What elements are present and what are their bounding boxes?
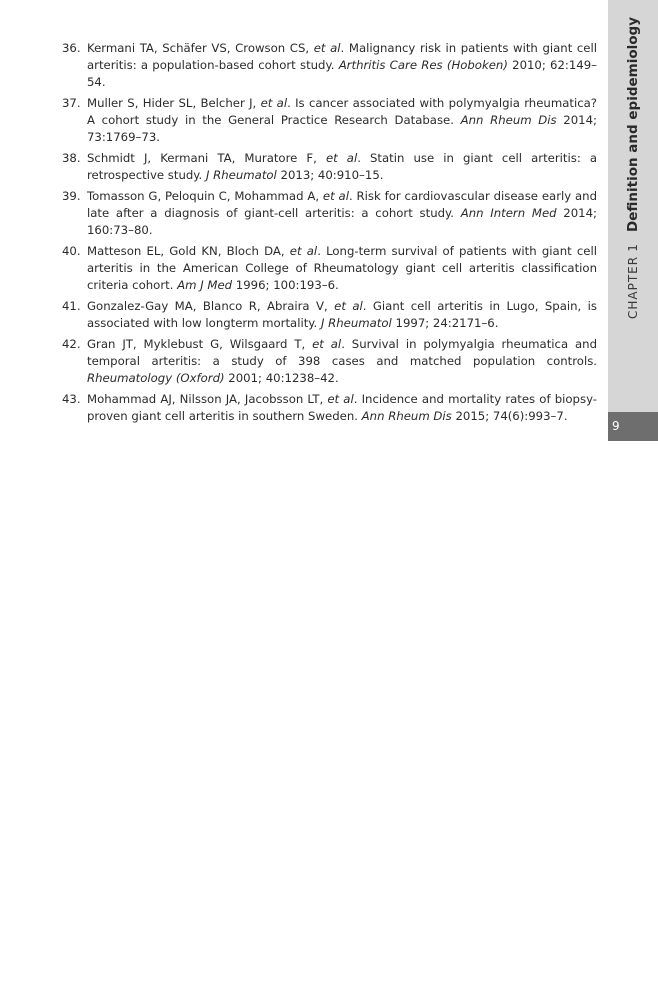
reference-authors: Gonzalez-Gay MA, Blanco R, Abraira V, [87,299,335,313]
chapter-title: Definition and epidemiology [625,17,641,232]
reference-etal: et al [260,96,288,110]
reference-authors: Matteson EL, Gold KN, Bloch DA, [87,244,290,258]
reference-number: 43. [62,392,81,406]
reference-item [62,336,597,387]
reference-title: . Risk for cardiovascular disease early and late after a diagnosis of giant-cell arteritis: a cohort study. [87,189,598,220]
reference-journal: Ann Rheum Dis [460,113,557,127]
reference-title: . Survival in polymyalgia rheumatica and temporal arteritis: a study of 398 cases and matched population controls. [87,337,597,368]
reference-item [62,95,597,146]
chapter-number: 1 [626,244,640,252]
reference-title: . Statin use in giant cell arteritis: a retrospective study. [87,151,597,182]
reference-title: . Giant cell arteritis in Lugo, Spain, is associated with low longterm mortality. [87,299,598,330]
reference-number: 36. [62,41,81,55]
chapter-label: CHAPTER [626,255,640,319]
reference-citation: 1996; 100:193–6. [232,278,339,292]
reference-etal: et al [325,151,358,165]
reference-journal: Ann Intern Med [460,206,557,220]
reference-citation: 2015; 74(6):993–7. [451,409,568,423]
page-number-box [608,412,658,441]
reference-item [62,391,597,425]
reference-journal: J Rheumatol [320,316,392,330]
reference-etal: et al [322,189,349,203]
reference-number: 39. [62,189,81,203]
reference-item [62,40,597,91]
reference-number: 42. [62,337,81,351]
reference-citation: 2014; 160:73–80. [87,206,597,237]
reference-title: . Long-term survival of patients with giant cell arteritis in the American College of Rheumatology giant cell arteritis classification criteria cohort. [87,244,597,292]
page-number: 9 [612,419,620,433]
reference-citation: 2001; 40:1238–42. [224,371,339,385]
reference-citation: 1997; 24:2171–6. [391,316,499,330]
reference-etal: et al [334,299,363,313]
reference-number: 40. [62,244,81,258]
reference-journal: Ann Rheum Dis [361,409,452,423]
reference-title: . Is cancer associated with polymyalgia rheumatica? A cohort study in the General Practice Research Database. [87,96,597,127]
reference-authors: Kermani TA, Schäfer VS, Crowson CS, [87,41,314,55]
reference-journal: Rheumatology (Oxford) [87,371,225,385]
reference-journal: Am J Med [177,278,233,292]
reference-item [62,150,597,184]
reference-etal: et al [327,392,354,406]
reference-citation: 2010; 62:149–54. [87,58,598,89]
reference-authors: Gran JT, Myklebust G, Wilsgaard T, [87,337,313,351]
reference-journal: J Rheumatol [205,168,277,182]
reference-citation: 2014; 73:1769–73. [87,113,597,144]
reference-authors: Mohammad AJ, Nilsson JA, Jacobsson LT, [87,392,328,406]
reference-authors: Muller S, Hider SL, Belcher J, [87,96,261,110]
reference-etal: et al [313,41,341,55]
reference-number: 38. [62,151,81,165]
reference-list [62,40,597,429]
reference-citation: 2013; 40:910–15. [276,168,384,182]
reference-authors: Tomasson G, Peloquin C, Mohammad A, [87,189,323,203]
chapter-running-head [625,17,641,319]
reference-number: 41. [62,299,81,313]
reference-journal: Arthritis Care Res (Hoboken) [338,58,508,72]
reference-item [62,188,597,239]
reference-etal: et al [312,337,342,351]
reference-authors: Schmidt J, Kermani TA, Muratore F, [87,151,326,165]
reference-number: 37. [62,96,81,110]
reference-title: . Malignancy risk in patients with giant cell arteritis: a population-based cohort study. [87,41,597,72]
reference-title: . Incidence and mortality rates of biopsy-proven giant cell arteritis in southern Sweden. [87,392,597,423]
reference-item [62,243,597,294]
reference-item [62,298,597,332]
reference-etal: et al [289,244,318,258]
